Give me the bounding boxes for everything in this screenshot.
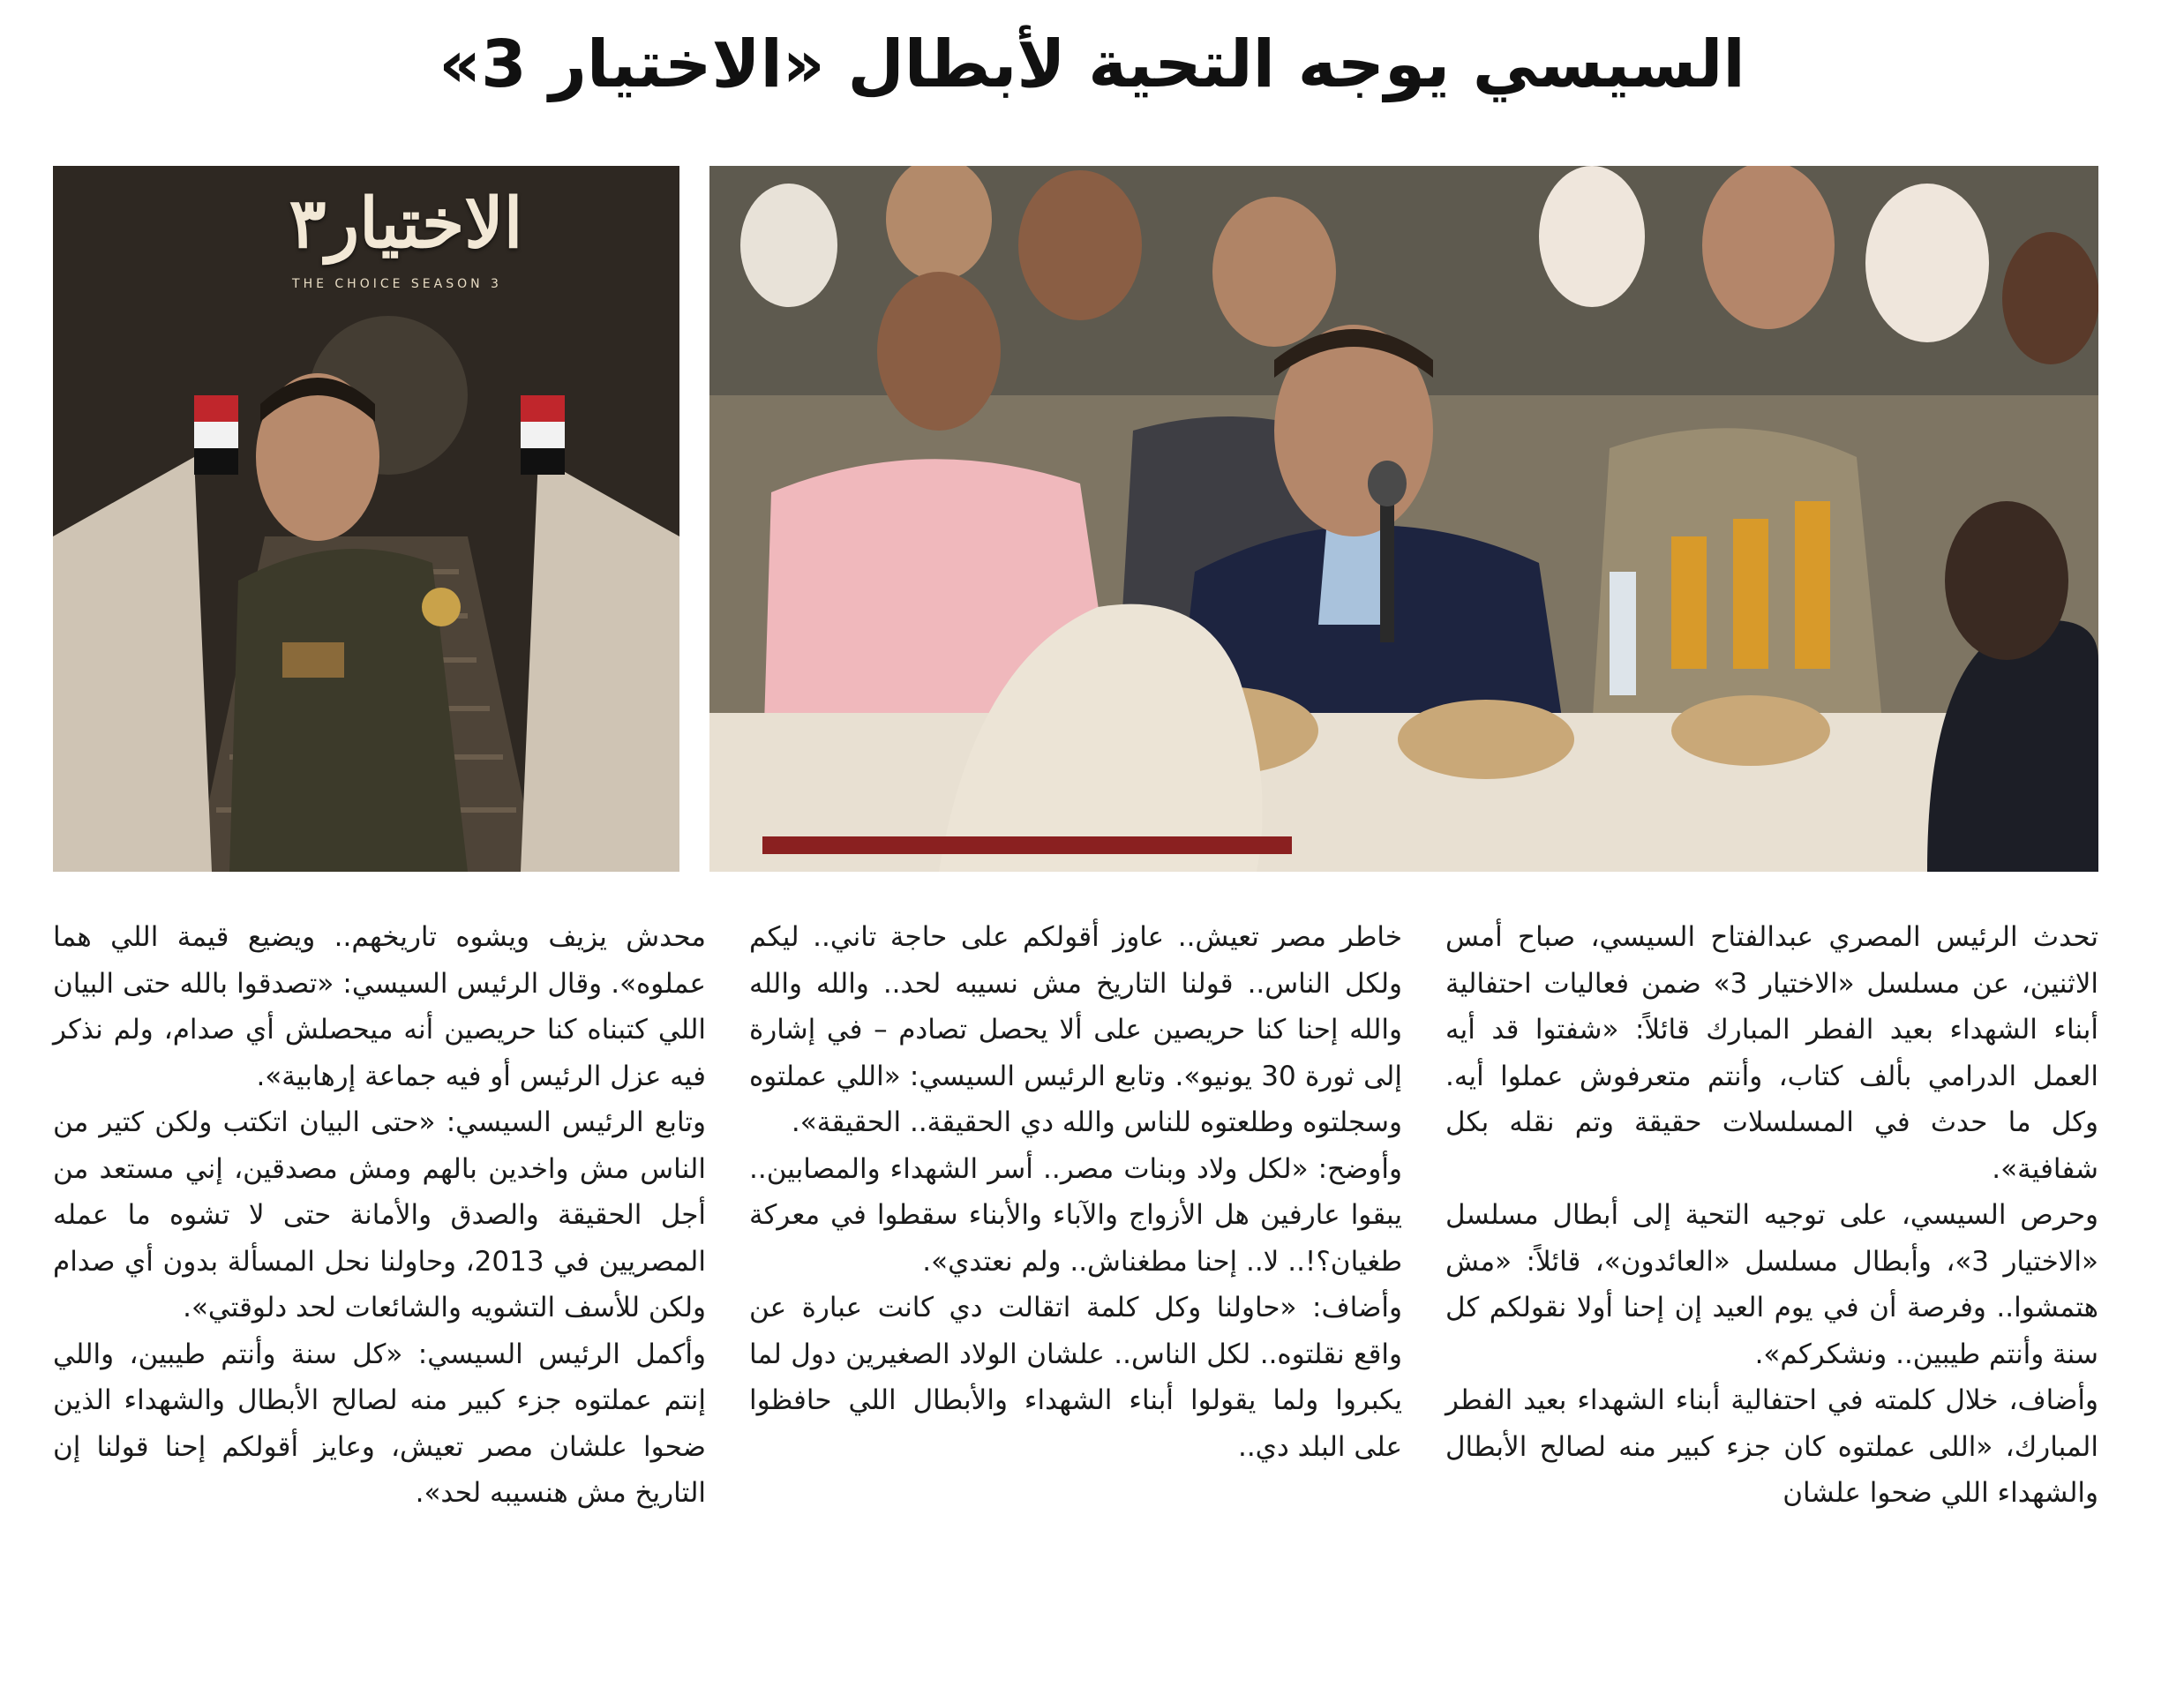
paragraph: وأوضح: «لكل ولاد وبنات مصر.. أسر الشهداء والمصابين.. يبقوا عارفين هل الأزواج والآباء والأبناء سقطوا في معركة طغيان؟!.. لا.. إحنا مطغناش.. ولم نعتدي».: [749, 1152, 1402, 1278]
paragraph: تحدث الرئيس المصري عبدالفتاح السيسي، صباح أمس الاثنين، عن مسلسل «الاختيار 3» ضمن فعاليات احتفالية أبناء الشهداء بعيد الفطر المبارك قائلاً: «شفتوا قد أيه العمل الدرامي بألف كتاب، وأنتم متعرفوش عملوا أيه. وكل ما حدث في المسلسلات حقيقة وتم نقله بكل شفافية».: [1445, 921, 2098, 1185]
headline: السيسي يوجه التحية لأبطال «الاختيار 3»: [439, 26, 1745, 102]
event-scene-illustration: [709, 166, 2098, 872]
paragraph: وحرص السيسي، على توجيه التحية إلى أبطال مسلسل «الاختيار 3»، وأبطال مسلسل «العائدون»، قائلاً: «مش هتمشوا.. وفرصة أن في يوم العيد إن إحنا أولا نقولكم كل سنة وأنتم طيبين.. ونشكركم».: [1445, 1199, 2098, 1370]
poster-illustration: [53, 166, 679, 872]
poster-subtitle: THE CHOICE SEASON 3: [292, 277, 502, 291]
paragraph: محدش يزيف ويشوه تاريخهم.. ويضيع قيمة اللي هما عملوه». وقال الرئيس السيسي: «تصدقوا بالله حتى البيان اللي كتبناه كنا حريصين أنه ميحصلش أي صدام، ولم نذكر فيه عزل الرئيس أو فيه جماعة إرهابية».: [53, 921, 706, 1092]
paragraph: وأضاف: «حاولنا وكل كلمة اتقالت دي كانت عبارة عن واقع نقلتوه.. لكل الناس.. علشان الولاد الصغيرين دول لما يكبروا ولما يقولوا أبناء الشهداء والأبطال اللي حافظوا على البلد دي..: [749, 1292, 1402, 1463]
article-column-3: [53, 914, 706, 1517]
main-event-photo: [709, 166, 2098, 872]
paragraph: وأضاف، خلال كلمته في احتفالية أبناء الشهداء بعيد الفطر المبارك، «اللى عملتوه كان جزء كبير منه لصالح الأبطال والشهداء اللي ضحوا علشان: [1445, 1384, 2098, 1509]
series-poster: [53, 166, 679, 872]
poster-title: الاختيار٣: [289, 184, 523, 264]
paragraph: وأكمل الرئيس السيسي: «كل سنة وأنتم طيبين، واللي إنتم عملتوه جزء كبير منه لصالح الأبطال والشهداء الذين ضحوا علشان مصر تعيش، وعايز أقولكم إحنا قولنا إن التاريخ مش هنسيبه لحد».: [53, 1338, 706, 1509]
article-column-1: [1445, 914, 2098, 1517]
paragraph: وتابع الرئيس السيسي: «حتى البيان اتكتب ولكن كتير من الناس مش واخدين بالهم ومش مصدقين، إني مستعد من أجل الحقيقة والصدق والأمانة حتى لا تشوه ما عمله المصريين في 2013، وحاولنا نحل المسألة بدون أي صدام ولكن للأسف التشويه والشائعات لحد دلوقتي».: [53, 1106, 706, 1323]
paragraph: خاطر مصر تعيش.. عاوز أقولكم على حاجة تاني.. ليكم ولكل الناس.. قولنا التاريخ مش نسيبه لحد.. والله والله والله إحنا كنا حريصين على ألا يحصل تصادم – في إشارة إلى ثورة 30 يونيو». وتابع الرئيس السيسي: «اللي عملتوه وسجلتوه وطلعتوه للناس والله دي الحقيقة.. الحقيقة».: [749, 921, 1402, 1138]
article-body: [53, 914, 2098, 1673]
article-column-2: [749, 914, 1402, 1470]
